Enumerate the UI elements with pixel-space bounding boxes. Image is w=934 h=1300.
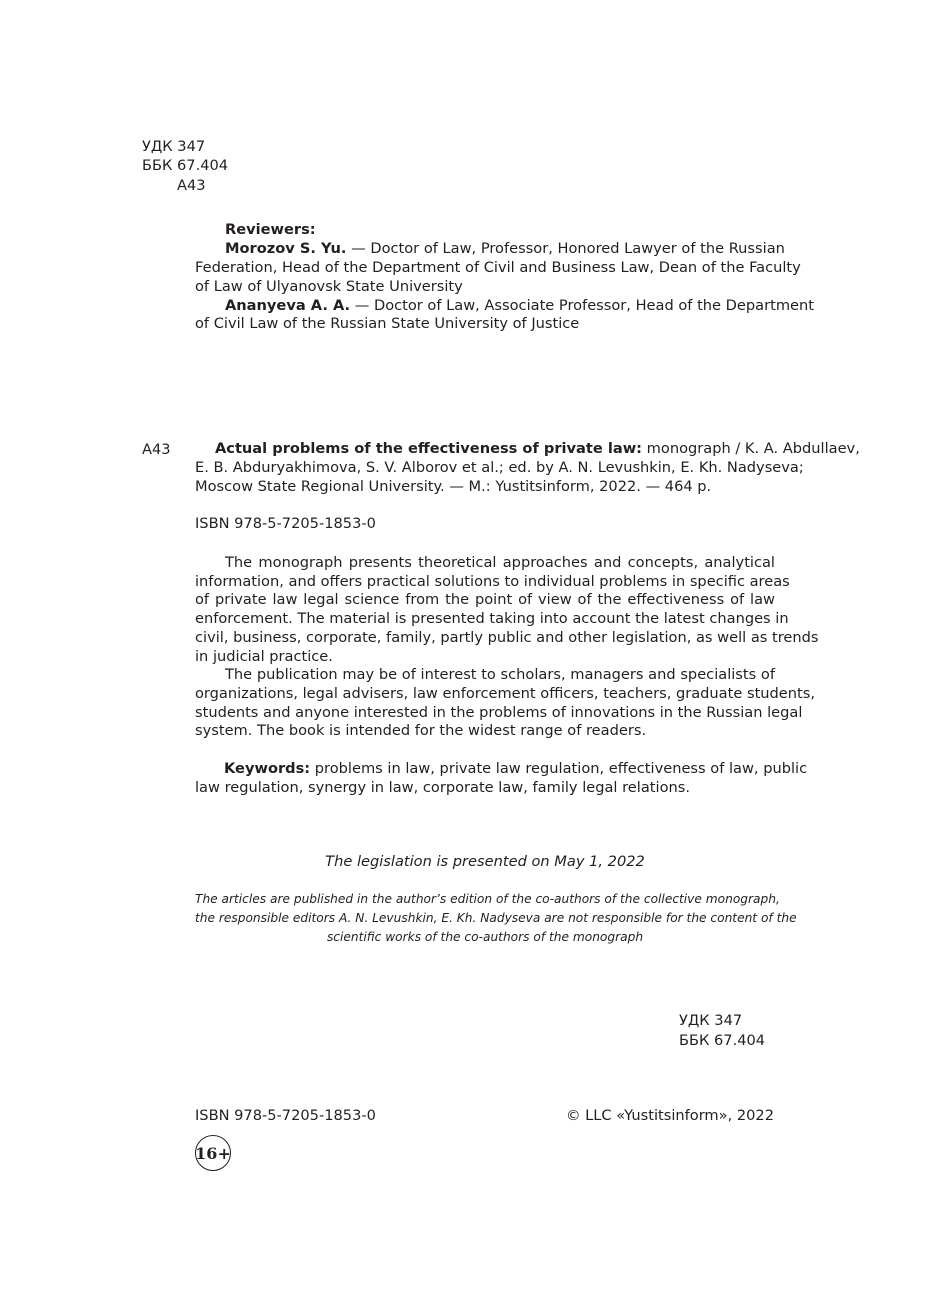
bib-line-3: Moscow State Regional University. — M.: Yustitsinform, 2022. — 464 p.	[195, 478, 712, 495]
reviewer-2-line-1: Ananyeva A. A. — Doctor of Law, Associate Professor, Head of the Department	[225, 297, 814, 314]
disclaimer-line-3: scientific works of the co-authors of the monograph	[326, 930, 644, 944]
abstract-p1-line-4: enforcement. The material is presented taking into account the latest changes in	[195, 610, 789, 627]
disclaimer-line-2: the responsible editors A. N. Levushkin, E. Kh. Nadyseva are not responsible for the content of the	[195, 911, 797, 925]
reviewers-heading: Reviewers:	[225, 221, 316, 238]
legislation-note: The legislation is presented on May 1, 2022	[325, 853, 645, 870]
abstract-p2-line-1: The publication may be of interest to scholars, managers and specialists of	[225, 666, 775, 683]
disclaimer-line-1: The articles are published in the author’s edition of the co-authors of the collective monograph,	[195, 892, 780, 906]
reviewer-1-line-2: Federation, Head of the Department of Civil and Business Law, Dean of the Faculty	[195, 259, 801, 276]
isbn: ISBN 978-5-7205-1853-0	[195, 515, 376, 532]
age-rating-badge: 16+	[195, 1135, 231, 1171]
reviewer-1-line-1: Morozov S. Yu. — Doctor of Law, Professor, Honored Lawyer of the Russian	[225, 240, 785, 257]
abstract-p1-line-1: The monograph presents theoretical approaches and concepts, analytical	[225, 554, 775, 571]
keywords-line-1: Keywords: problems in law, private law regulation, effectiveness of law, public	[224, 760, 808, 777]
bib-title: Actual problems of the effectiveness of private law:	[215, 440, 643, 457]
reviewer-1-name: Morozov S. Yu.	[225, 240, 347, 257]
abstract-p2-line-2: organizations, legal advisers, law enforcement officers, teachers, graduate students,	[195, 685, 815, 702]
abstract-p1-line-5: civil, business, corporate, family, partly public and other legislation, as well as trends	[195, 629, 819, 646]
abstract-p1-line-3: of private law legal science from the point of view of the effectiveness of law	[195, 591, 775, 608]
bib-line-1: Actual problems of the effectiveness of private law: monograph / K. A. Abdullaev,	[215, 440, 860, 457]
bib-author-mark: А43	[142, 441, 171, 458]
bib-line-2: E. B. Abduryakhimova, S. V. Alborov et al.; ed. by A. N. Levushkin, E. Kh. Nadyseva;	[195, 459, 804, 476]
footer-isbn: ISBN 978-5-7205-1853-0	[195, 1107, 376, 1124]
abstract-p1-line-6: in judicial practice.	[195, 648, 333, 665]
reviewer-1-line-3: of Law of Ulyanovsk State University	[195, 278, 463, 295]
author-mark: А43	[177, 177, 206, 194]
abstract-p2-line-3: students and anyone interested in the problems of innovations in the Russian legal	[195, 704, 803, 721]
abstract-p1-line-2: information, and offers practical solutions to individual problems in specific areas	[195, 573, 790, 590]
footer-bbk: ББК 67.404	[679, 1032, 766, 1049]
footer-udk: УДК 347	[679, 1012, 743, 1029]
copyright: © LLC «Yustitsinform», 2022	[565, 1107, 774, 1124]
reviewer-2-name: Ananyeva A. A.	[225, 297, 351, 314]
abstract-p2-line-4: system. The book is intended for the widest range of readers.	[195, 722, 647, 739]
bbk-code: ББК 67.404	[142, 157, 229, 174]
keywords-label: Keywords:	[224, 760, 311, 777]
reviewer-2-line-2: of Civil Law of the Russian State University of Justice	[195, 315, 580, 332]
keywords-line-2: law regulation, synergy in law, corporate law, family legal relations.	[195, 779, 690, 796]
udk-code: УДК 347	[142, 138, 206, 155]
